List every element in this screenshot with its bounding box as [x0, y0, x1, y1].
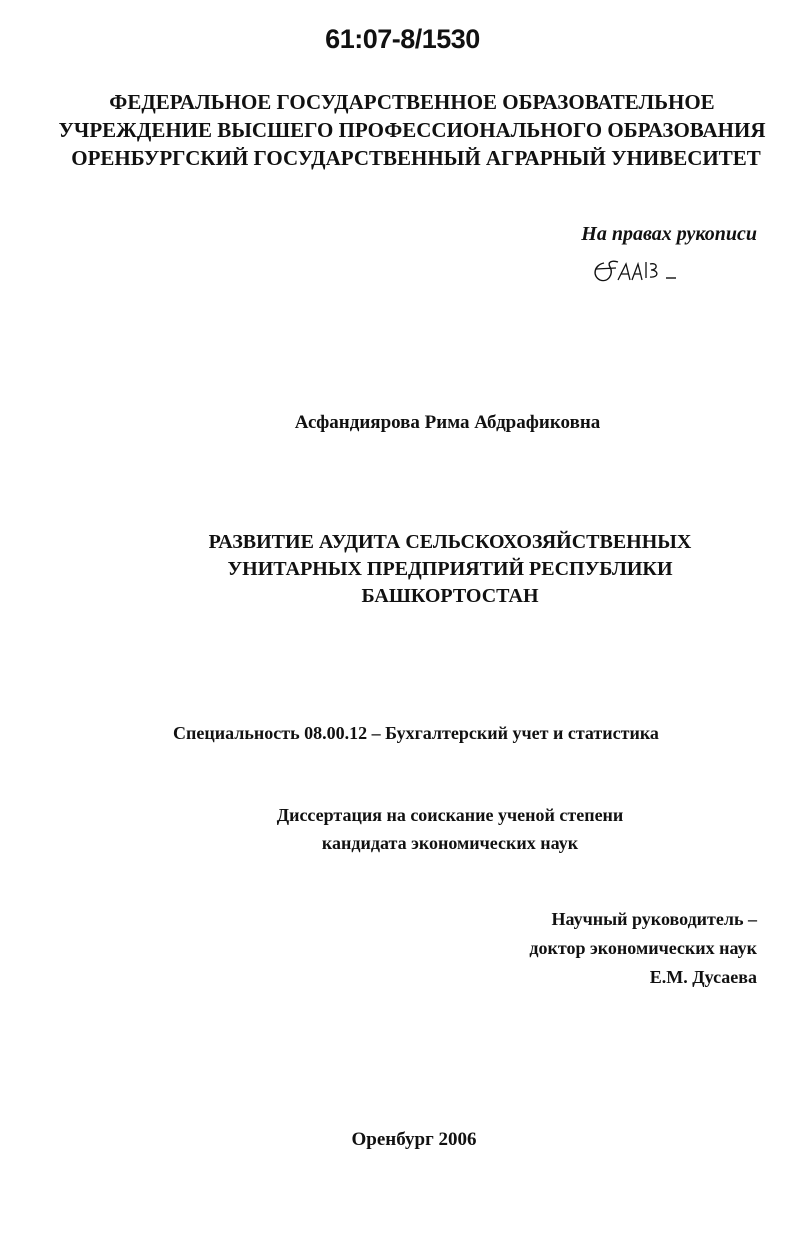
institution-line-2: УЧРЕЖДЕНИЕ ВЫСШЕГО ПРОФЕССИОНАЛЬНОГО ОБРАЗОВАНИЯ [58, 118, 766, 142]
degree-statement [0, 801, 795, 857]
supervisor-name: Е.М. Дусаева [649, 967, 757, 987]
specialty-line: Специальность 08.00.12 – Бухгалтерский учет и статистика [173, 723, 659, 743]
signature-scribble-icon [590, 256, 685, 288]
stamp-text: 61:07-8/1530 [325, 24, 480, 54]
archive-stamp-number [0, 24, 795, 55]
title-line-2: УНИТАРНЫХ ПРЕДПРИЯТИЙ РЕСПУБЛИКИ [227, 558, 673, 580]
institution-header [40, 88, 795, 172]
title-line-1: РАЗВИТИЕ АУДИТА СЕЛЬСКОХОЗЯЙСТВЕННЫХ [208, 531, 692, 553]
city-and-year: Оренбург 2006 [351, 1129, 477, 1150]
title-line-3: БАШКОРТОСТАН [361, 585, 539, 607]
supervisor-line-2: доктор экономических наук [529, 938, 757, 958]
degree-line-2: кандидата экономических наук [321, 833, 579, 853]
handwritten-signature [590, 256, 685, 293]
institution-line-3: ОРЕНБУРГСКИЙ ГОСУДАРСТВЕННЫЙ АГРАРНЫЙ УНИВЕСИТЕТ [71, 146, 761, 170]
institution-line-1: ФЕДЕРАЛЬНОЕ ГОСУДАРСТВЕННОЕ ОБРАЗОВАТЕЛЬНОЕ [109, 90, 715, 114]
author-name: Асфандиярова Рима Абдрафиковна [294, 412, 601, 433]
scientific-supervisor [529, 905, 757, 992]
manuscript-rights-label: На правах рукописи [581, 223, 757, 245]
degree-line-1: Диссертация на соискание ученой степени [276, 805, 624, 825]
supervisor-line-1: Научный руководитель – [551, 909, 757, 929]
dissertation-title [0, 529, 795, 610]
